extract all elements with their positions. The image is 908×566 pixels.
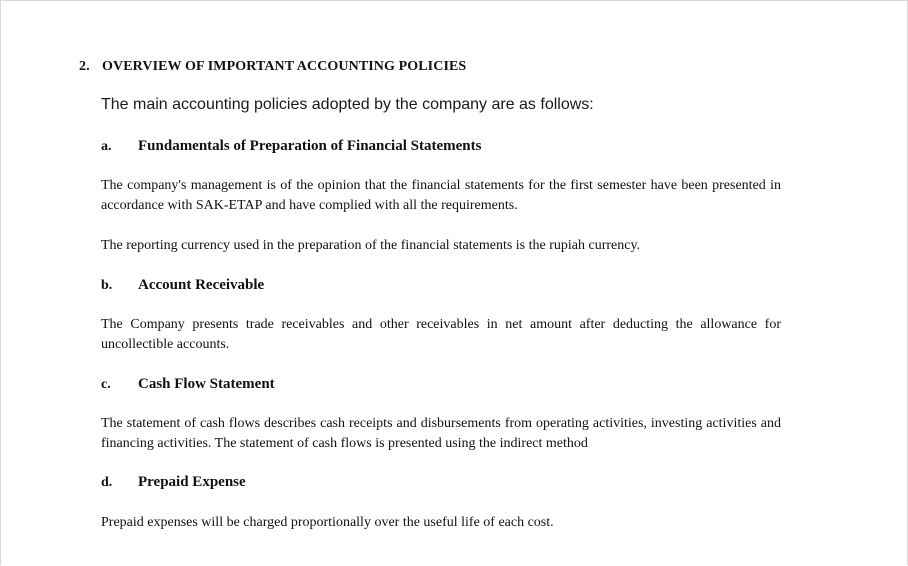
subsection-title: Account Receivable bbox=[138, 277, 265, 293]
section-title: OVERVIEW OF IMPORTANT ACCOUNTING POLICIES bbox=[102, 59, 467, 74]
subsection-c-paragraph-1: The statement of cash flows describes cash receipts and disbursements from operating activities, investing activities and financing activities. The statement of cash flows is presented using the indirect method bbox=[101, 416, 781, 451]
subsection-b-paragraph-1: The Company presents trade receivables and other receivables in net amount after deducting the allowance for uncollectible accounts. bbox=[101, 317, 781, 352]
subsection-a-paragraph-1: The company's management is of the opinion that the financial statements for the first semester have been presented in accordance with SAK-ETAP and have complied with all the requirements. bbox=[101, 178, 781, 213]
subsection-title: Fundamentals of Preparation of Financial Statements bbox=[138, 138, 482, 154]
subsection-d-paragraph-1: Prepaid expenses will be charged proportionally over the useful life of each cost. bbox=[101, 515, 554, 530]
section-heading bbox=[79, 59, 466, 75]
subsection-b-heading bbox=[101, 277, 264, 294]
subsection-a-paragraph-2: The reporting currency used in the preparation of the financial statements is the rupiah currency. bbox=[101, 238, 641, 253]
subsection-letter: a. bbox=[101, 139, 112, 154]
subsection-title: Prepaid Expense bbox=[138, 474, 246, 490]
subsection-letter: c. bbox=[101, 377, 111, 392]
subsection-letter: d. bbox=[101, 475, 113, 490]
subsection-title: Cash Flow Statement bbox=[138, 376, 275, 392]
subsection-letter: b. bbox=[101, 278, 113, 293]
section-number: 2. bbox=[79, 59, 90, 74]
subsection-c-heading bbox=[101, 376, 275, 393]
subsection-a-heading bbox=[101, 138, 481, 155]
section-intro: The main accounting policies adopted by the company are as follows: bbox=[101, 96, 594, 113]
subsection-d-heading bbox=[101, 474, 246, 491]
